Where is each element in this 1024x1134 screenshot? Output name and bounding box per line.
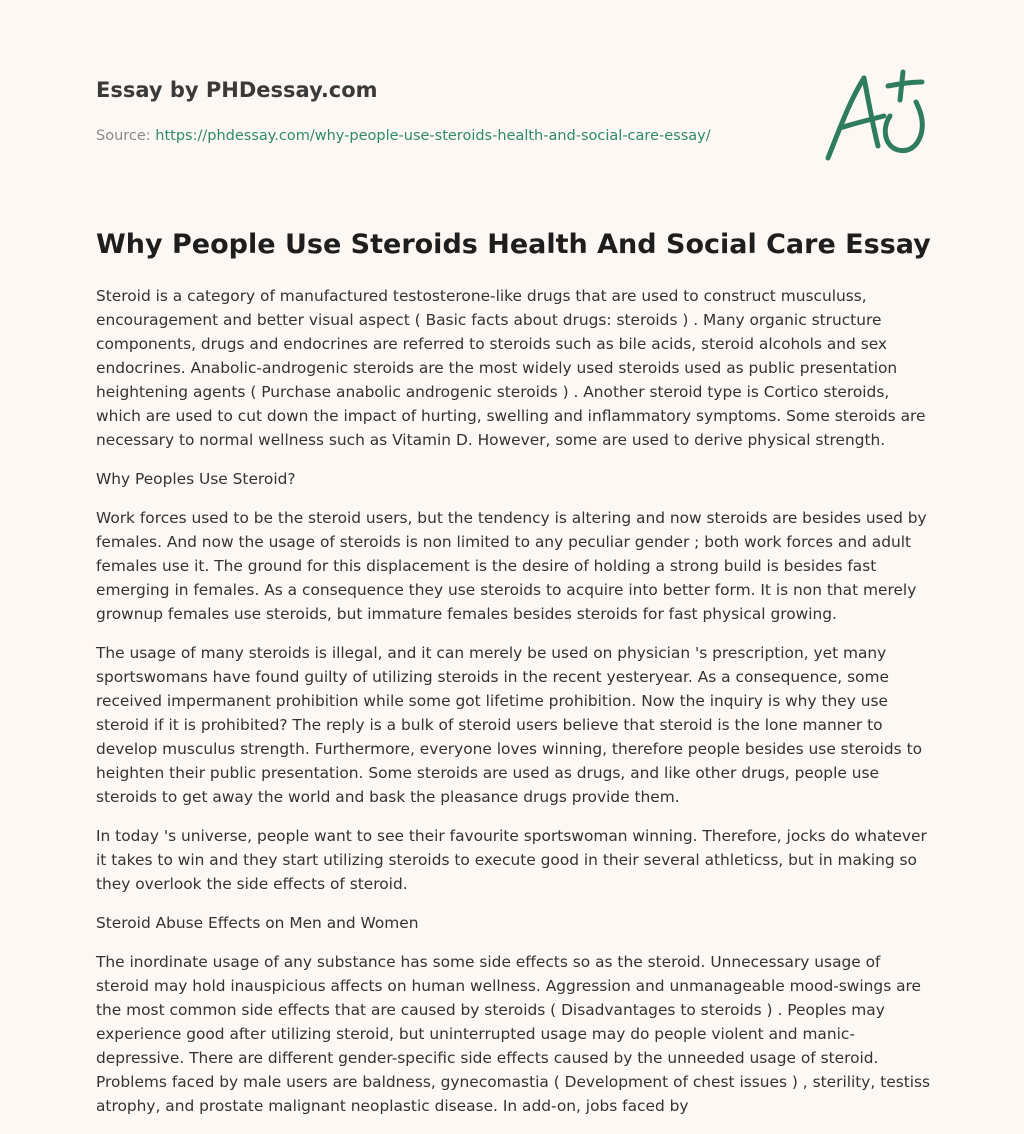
a-plus-grade-icon bbox=[818, 64, 930, 166]
paragraph: Steroid is a category of manufactured testosterone-like drugs that are used to construct musculuss, encouragement and better visual aspect ( Basic facts about drugs: steroids ) . Many organic structure components, drugs and endocrines are referred to steroids such as bile acids, steroid alcohols and sex endocrines. Anabolic-androgenic steroids are the most widely used steroids used as public presentation heightening agents ( Purchase anabolic androgenic steroids ) . Another steroid type is Cortico steroids, which are used to cut down the impact of hurting, swelling and inflammatory symptoms. Some steroids are necessary to normal wellness such as Vitamin D. However, some are used to derive physical strength. bbox=[96, 287, 926, 449]
section-heading: Steroid Abuse Effects on Men and Women bbox=[96, 914, 419, 932]
source-label: Source: bbox=[96, 128, 156, 144]
source-line bbox=[96, 126, 796, 146]
source-link[interactable]: https://phdessay.com/why-people-use-steroids-health-and-social-care-essay/ bbox=[155, 128, 711, 144]
essay-title: Why People Use Steroids Health And Social Care Essay bbox=[96, 229, 931, 260]
paragraph: The inordinate usage of any substance has some side effects so as the steroid. Unnecessary usage of steroid may hold inauspicious affects on human wellness. Aggression and unmanageable mood-swings are the most common side effects that are caused by steroids ( Disadvantages to steroids ) . Peoples may experience good after utilizing steroid, but uninterrupted usage may do people violent and manic-depressive. There are different gender-specific side effects caused by the unneeded usage of steroid. Problems faced by male users are baldness, gynecomastia ( Development of chest issues ) , sterility, testiss atrophy, and prostate malignant neoplastic disease. In add-on, jobs faced by bbox=[96, 953, 931, 1115]
section-heading: Why Peoples Use Steroid? bbox=[96, 470, 296, 488]
paragraph: The usage of many steroids is illegal, and it can merely be used on physician 's prescription, yet many sportswomans have found guilty of utilizing steroids in the recent yesteryear. As a consequence, some received impermanent prohibition while some got lifetime prohibition. Now the inquiry is why they use steroid if it is prohibited? The reply is a bulk of steroid users believe that steroid is the lone manner to develop musculus strength. Furthermore, everyone loves winning, therefore people besides use steroids to heighten their public presentation. Some steroids are used as drugs, and like other drugs, people use steroids to get away the world and bask the pleasance drugs provide them. bbox=[96, 644, 923, 806]
paragraph: In today 's universe, people want to see their favourite sportswoman winning. Therefore, jocks do whatever it takes to win and they start utilizing steroids to execute good in their several athleticss, but in making so they overlook the side effects of steroid. bbox=[96, 827, 927, 893]
essay-header bbox=[96, 76, 796, 146]
essay-body bbox=[96, 284, 932, 1133]
brand-title: Essay by PHDessay.com bbox=[96, 78, 378, 102]
paragraph: Work forces used to be the steroid users, but the tendency is altering and now steroids are besides used by females. And now the usage of steroids is non limited to any peculiar gender ; both work forces and adult females use it. The ground for this displacement is the desire of holding a strong build is besides fast emerging in females. As a consequence they use steroids to acquire into better form. It is non that merely grownup females use steroids, but immature females besides steroids for fast physical growing. bbox=[96, 509, 927, 623]
